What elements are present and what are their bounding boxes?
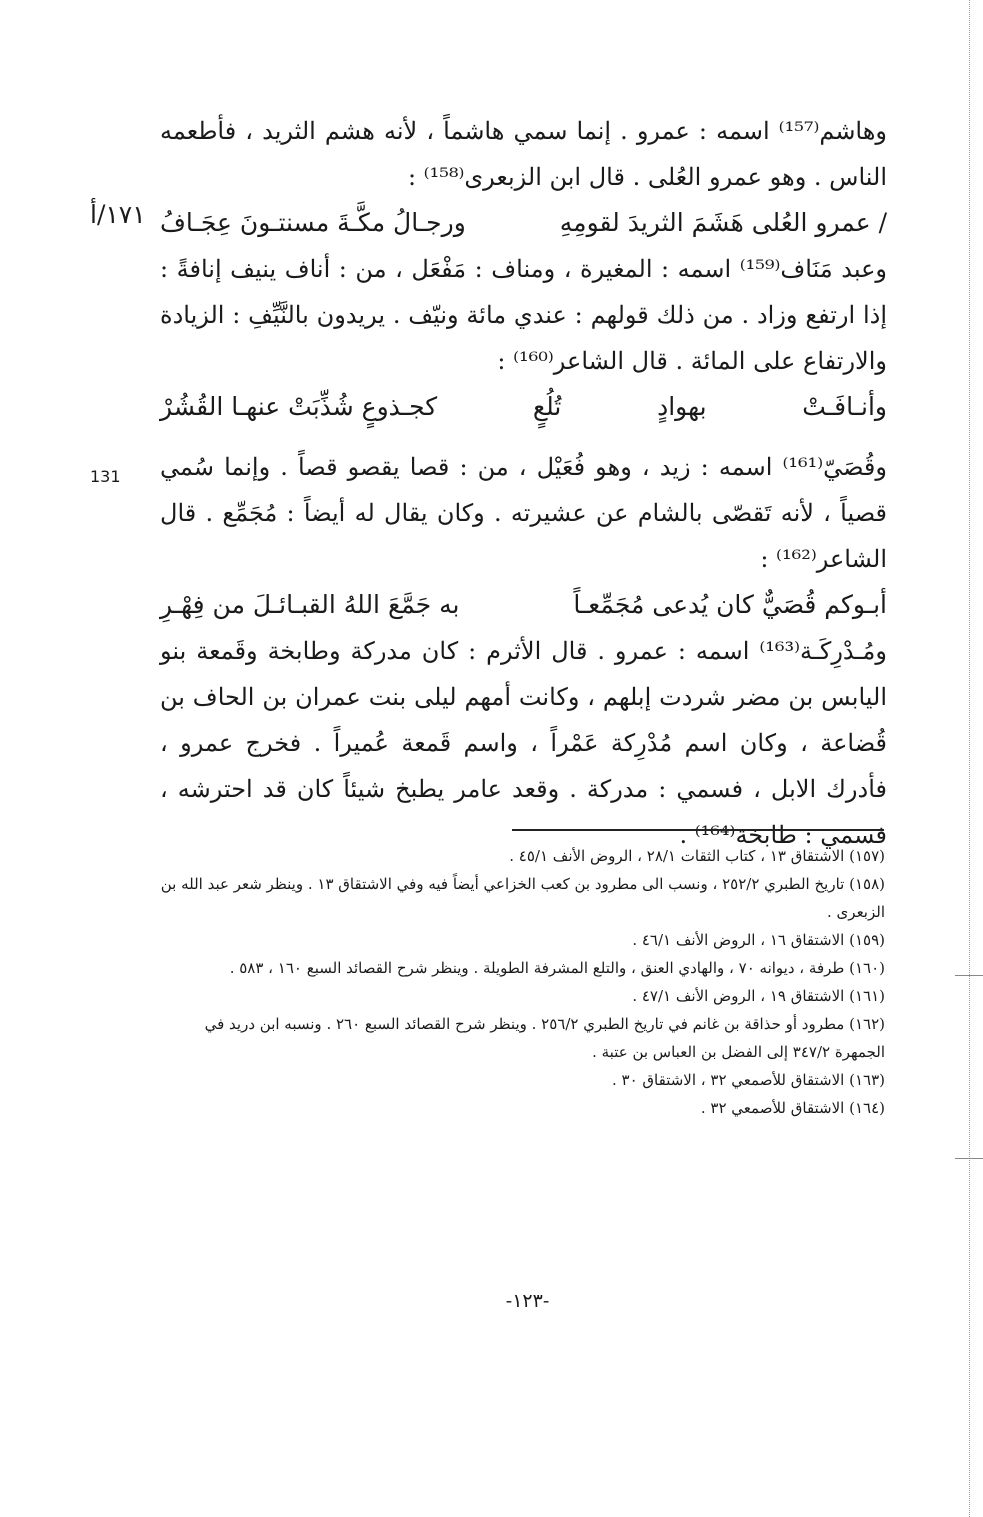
footnote: (١٥٨) تاريخ الطبري ٢٥٢/٢ ، ونسب الى مطرود بن كعب الخزاعي أيضاً فيه وفي الاشتقاق ١٣ . وينظر شعر عبد الله بن الزبعرى . [160, 875, 885, 921]
footnote: (١٦١) الاشتقاق ١٩ ، الروض الأنف ٤٧/١ . [632, 987, 885, 1005]
paragraph-abd-manaf: وعبد مَنَاف⁽¹⁵⁹⁾ اسمه : المغيرة ، ومناف : مَفْعَل ، من : أناف ينيف إنافةً : إذا ارتفع وزاد . من ذلك قولهم : عندي مائة ونيّف . يريدون بالنَّيِّفِ : الزيادة والارتفاع على المائة . قال الشاعر⁽¹⁶⁰⁾ : [160, 255, 887, 375]
verse-2-part-4: كجـذوعٍ شُذِّبَتْ عنهـا القُشُرْ [160, 392, 438, 421]
footnote: (١٥٩) الاشتقاق ١٦ ، الروض الأنف ٤٦/١ . [632, 931, 885, 949]
verse-1-hemistich-1: / عمرو العُلى هَشَمَ الثريدَ لقومِهِ [559, 208, 887, 237]
footnotes [160, 842, 885, 1122]
footnote: (١٦٤) الاشتقاق للأصمعي ٣٢ . [700, 1099, 885, 1117]
verse-3 [160, 582, 887, 628]
footnote-separator [512, 829, 884, 831]
paragraph-hashim: وهاشم⁽¹⁵⁷⁾ اسمه : عمرو . إنما سمي هاشماً ، لأنه هشم الثريد ، فأطعمه الناس . وهو عمرو العُلى . قال ابن الزبعرى⁽¹⁵⁸⁾ : [160, 117, 887, 191]
verse-1 [160, 200, 887, 246]
verse-3-hemistich-1: أبـوكم قُصَيٌّ كان يُدعى مُجَمِّعـاً [573, 590, 887, 619]
footnote: (١٦٠) طرفة ، ديوانه ٧٠ ، والهادي العنق ، والتلع المشرفة الطويلة . وينظر شرح القصائد السبع ١٦٠ ، ٥٨٣ . [229, 959, 885, 977]
verse-2-part-3: تُلُعٍ [532, 392, 562, 421]
verse-1-hemistich-2: ورجـالُ مكَّـةَ مسنتـونَ عِجَـافُ [160, 208, 466, 237]
scan-edge-tick [955, 975, 983, 976]
verse-2 [160, 384, 887, 430]
footnote: (١٥٧) الاشتقاق ١٣ ، كتاب الثقات ٢٨/١ ، الروض الأنف ٤٥/١ . [509, 847, 885, 865]
scan-edge-tick [955, 1158, 983, 1159]
footnote: (١٦٣) الاشتقاق للأصمعي ٣٢ ، الاشتقاق ٣٠ . [611, 1071, 885, 1089]
verse-3-hemistich-2: به جَمَّعَ اللهُ القبـائـلَ من فِهْـرِ [160, 590, 460, 619]
page-number: -١٢٣- [505, 1290, 550, 1312]
paragraph-mudrika: ومُـدْرِكَـة⁽¹⁶³⁾ اسمه : عمرو . قال الأثرم : كان مدركة وطابخة وقَمعة بنو اليابس بن مضر شردت إبلهم ، وكانت أمهم ليلى بنت عمران بن الحاف بن قُضاعة ، وكان اسم مُدْرِكة عَمْراً ، واسم قَمعة عُميراً . فخرج عمرو ، فأدرك الابل ، فسمي : مدركة . وقعد عامر يطبخ شيئاً كان قد احترشه ، فسمي : طابخة⁽¹⁶⁴⁾ . [160, 637, 887, 849]
verse-2-part-2: بهوادٍ [657, 392, 707, 421]
main-text [160, 108, 887, 858]
margin-page-ref: 131 [90, 467, 121, 486]
paragraph-qusay: وقُصَيّ⁽¹⁶¹⁾ اسمه : زيد ، وهو فُعَيْل ، من : قصا يقصو قصاً . وإنما سُمي قصياً ، لأنه تَقصّى بالشام عن عشيرته . وكان يقال له أيضاً : مُجَمِّع . قال الشاعر⁽¹⁶²⁾ : [160, 453, 887, 573]
margin-folio: ١٧١/أ [90, 200, 146, 229]
footnote: (١٦٢) مطرود أو حذاقة بن غانم في تاريخ الطبري ٢٥٦/٢ . وينظر شرح القصائد السبع ٢٦٠ . ونسبه ابن دريد في الجمهرة ٣٤٧/٢ إلى الفضل بن العباس بن عتبة . [204, 1015, 885, 1061]
verse-2-part-1: وأنـافَـتْ [802, 392, 887, 421]
